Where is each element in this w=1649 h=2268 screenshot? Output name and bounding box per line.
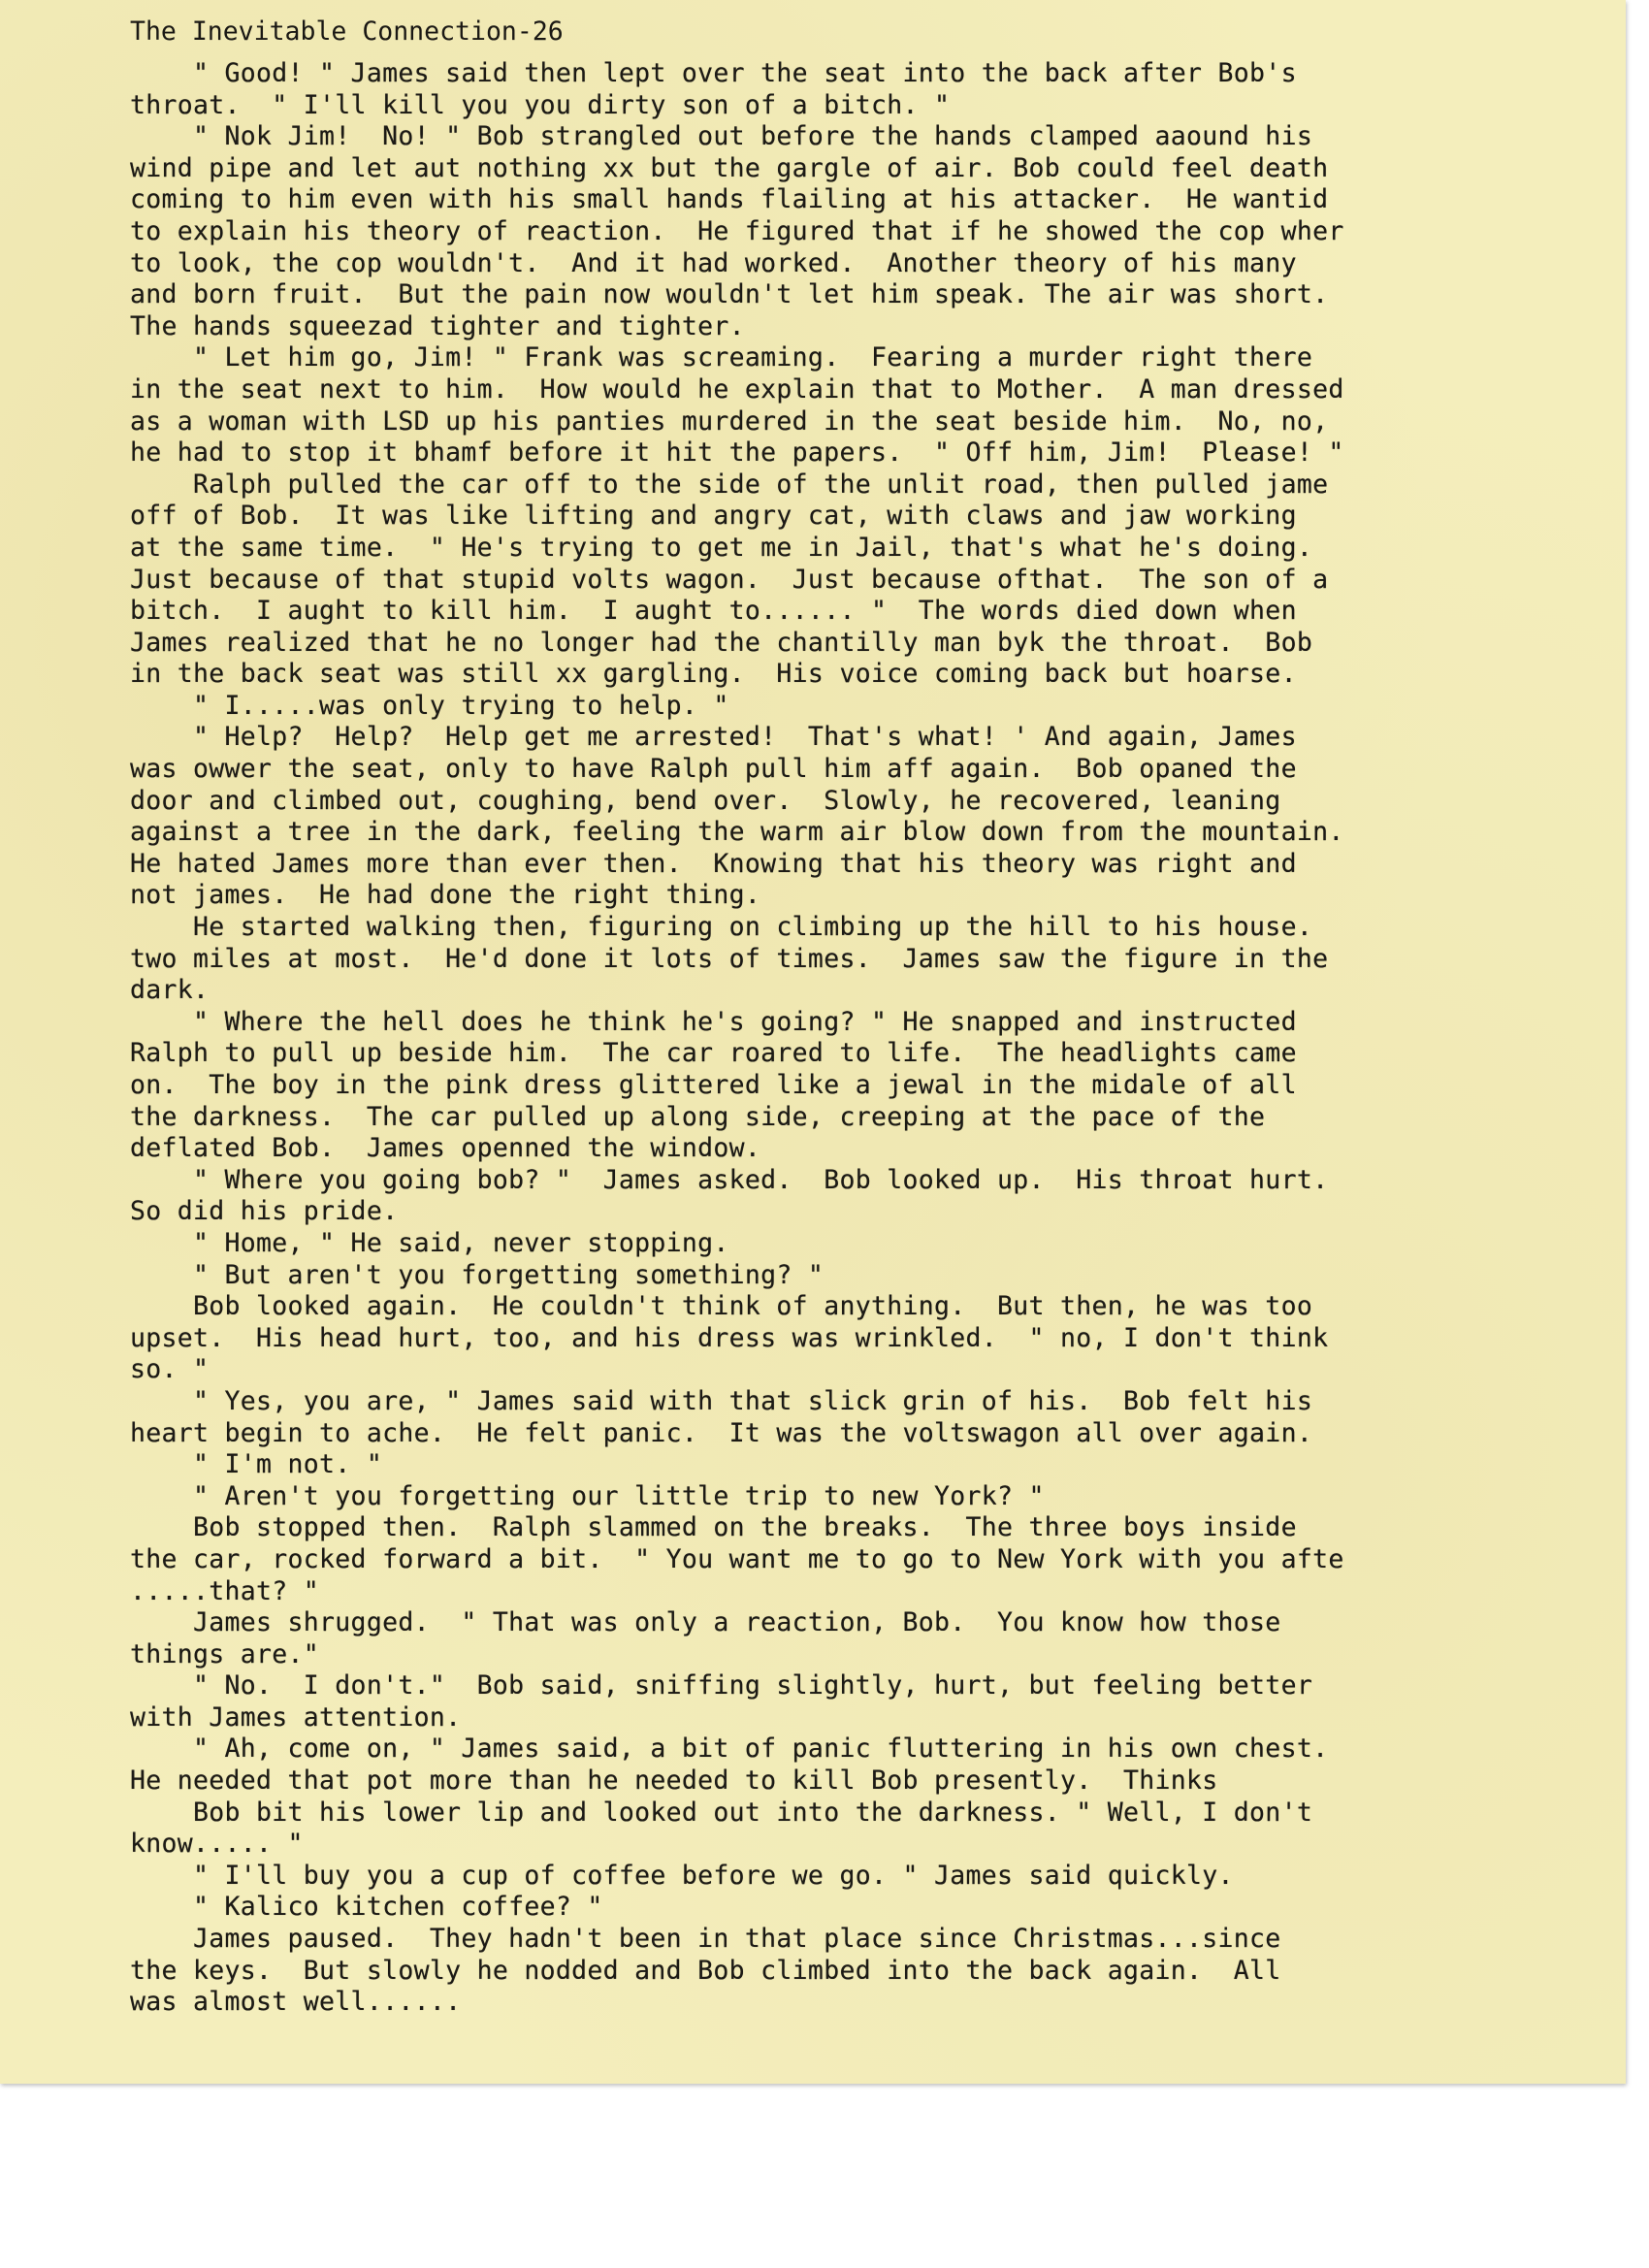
text-line: as a woman with LSD up his panties murdered in the seat beside him. No, no, [130, 405, 1329, 437]
text-line: He needed that pot more than he needed to kill Bob presently. Thinks [130, 1766, 1218, 1797]
page-header: The Inevitable Connection-26 [130, 16, 564, 47]
text-line: wind pipe and let aut nothing xx but the gargle of air. Bob could feel death [130, 152, 1329, 183]
text-line: heart begin to ache. He felt panic. It was the voltswagon all over again. [130, 1417, 1313, 1448]
text-line: so. " [130, 1354, 210, 1385]
text-line: .....that? " [130, 1575, 320, 1606]
text-line: things are." [130, 1638, 320, 1669]
text-line: door and climbed out, coughing, bend over. Slowly, he recovered, leaning [130, 785, 1281, 816]
text-line: the car, rocked forward a bit. " You want me to go to New York with you afte [130, 1543, 1344, 1574]
text-line: " Help? Help? Help get me arrested! That's what! ' And again, James [130, 722, 1297, 753]
text-line: off of Bob. It was like lifting and angry cat, with claws and jaw working [130, 501, 1297, 532]
text-line: He hated James more than ever then. Knowing that his theory was right and [130, 848, 1297, 879]
text-line: " Where you going bob? " James asked. Bob looked up. His throat hurt. [130, 1164, 1329, 1195]
text-line: So did his pride. [130, 1196, 399, 1227]
text-line: to explain his theory of reaction. He figured that if he showed the cop wher [130, 215, 1344, 246]
text-line: " Good! " James said then lept over the seat into the back after Bob's [130, 58, 1297, 88]
text-line: James realized that he no longer had the chantilly man byk the throat. Bob [130, 627, 1313, 658]
text-line: Bob stopped then. Ralph slammed on the breaks. The three boys inside [130, 1512, 1297, 1543]
text-line: " I.....was only trying to help. " [130, 690, 729, 721]
text-line: Just because of that stupid volts wagon. Just because ofthat. The son of a [130, 564, 1329, 595]
text-line: two miles at most. He'd done it lots of times. James saw the figure in the [130, 943, 1329, 974]
text-line: in the seat next to him. How would he explain that to Mother. A man dressed [130, 373, 1344, 405]
text-line: Bob looked again. He couldn't think of anything. But then, he was too [130, 1291, 1313, 1322]
manuscript-body [130, 58, 1643, 2019]
text-line: he had to stop it bhamf before it hit the papers. " Off him, Jim! Please! " [130, 437, 1344, 469]
text-line: James shrugged. " That was only a reaction, Bob. You know how those [130, 1607, 1281, 1638]
text-line: " Yes, you are, " James said with that slick grin of his. Bob felt his [130, 1385, 1313, 1416]
text-line: " Where the hell does he think he's going? " He snapped and instructed [130, 1006, 1297, 1037]
text-line: to look, the cop wouldn't. And it had worked. Another theory of his many [130, 247, 1297, 278]
text-line: bitch. I aught to kill him. I aught to...... " The words died down when [130, 596, 1297, 627]
text-line: " I'll buy you a cup of coffee before we go. " James said quickly. [130, 1860, 1234, 1891]
text-line: throat. " I'll kill you you dirty son of a bitch. " [130, 89, 951, 120]
text-line: the darkness. The car pulled up along side, creeping at the pace of the [130, 1101, 1266, 1132]
text-line: and born fruit. But the pain now wouldn't let him speak. The air was short. [130, 279, 1329, 310]
text-line: Ralph pulled the car off to the side of the unlit road, then pulled jame [130, 469, 1329, 500]
text-line: " Aren't you forgetting our little trip to new York? " [130, 1480, 1045, 1511]
text-line: on. The boy in the pink dress glittered like a jewal in the midale of all [130, 1070, 1297, 1100]
text-line: " I'm not. " [130, 1449, 383, 1480]
text-line: " Home, " He said, never stopping. [130, 1227, 729, 1258]
text-line: " Ah, come on, " James said, a bit of panic fluttering in his own chest. [130, 1733, 1329, 1765]
text-line: " But aren't you forgetting something? " [130, 1259, 824, 1290]
text-line: The hands squeezad tighter and tighter. [130, 310, 745, 341]
text-line: dark. [130, 975, 210, 1006]
text-line: " Nok Jim! No! " Bob strangled out before the hands clamped aaound his [130, 121, 1313, 152]
text-line: against a tree in the dark, feeling the warm air blow down from the mountain. [130, 817, 1344, 848]
text-line: He started walking then, figuring on climbing up the hill to his house. [130, 912, 1313, 943]
text-line: the keys. But slowly he nodded and Bob climbed into the back again. All [130, 1955, 1281, 1986]
text-line: at the same time. " He's trying to get me in Jail, that's what he's doing. [130, 532, 1313, 563]
text-line: James paused. They hadn't been in that place since Christmas...since [130, 1924, 1281, 1955]
text-line: was almost well...... [130, 1987, 462, 2018]
text-line: with James attention. [130, 1701, 462, 1733]
text-line: not james. He had done the right thing. [130, 880, 761, 911]
text-line: " No. I don't." Bob said, sniffing slightly, hurt, but feeling better [130, 1670, 1313, 1701]
text-line: coming to him even with his small hands flailing at his attacker. He wantid [130, 184, 1329, 215]
text-line: Bob bit his lower lip and looked out into the darkness. " Well, I don't [130, 1797, 1313, 1828]
text-line: in the back seat was still xx gargling. His voice coming back but hoarse. [130, 659, 1297, 690]
text-line: Ralph to pull up beside him. The car roared to life. The headlights came [130, 1038, 1297, 1069]
text-line: know..... " [130, 1829, 304, 1860]
text-line: " Let him go, Jim! " Frank was screaming. Fearing a murder right there [130, 342, 1313, 373]
text-line: upset. His head hurt, too, and his dress was wrinkled. " no, I don't think [130, 1322, 1329, 1353]
text-line: deflated Bob. James openned the window. [130, 1133, 761, 1164]
text-line: " Kalico kitchen coffee? " [130, 1892, 603, 1923]
text-line: was owwer the seat, only to have Ralph pull him aff again. Bob opaned the [130, 754, 1297, 785]
